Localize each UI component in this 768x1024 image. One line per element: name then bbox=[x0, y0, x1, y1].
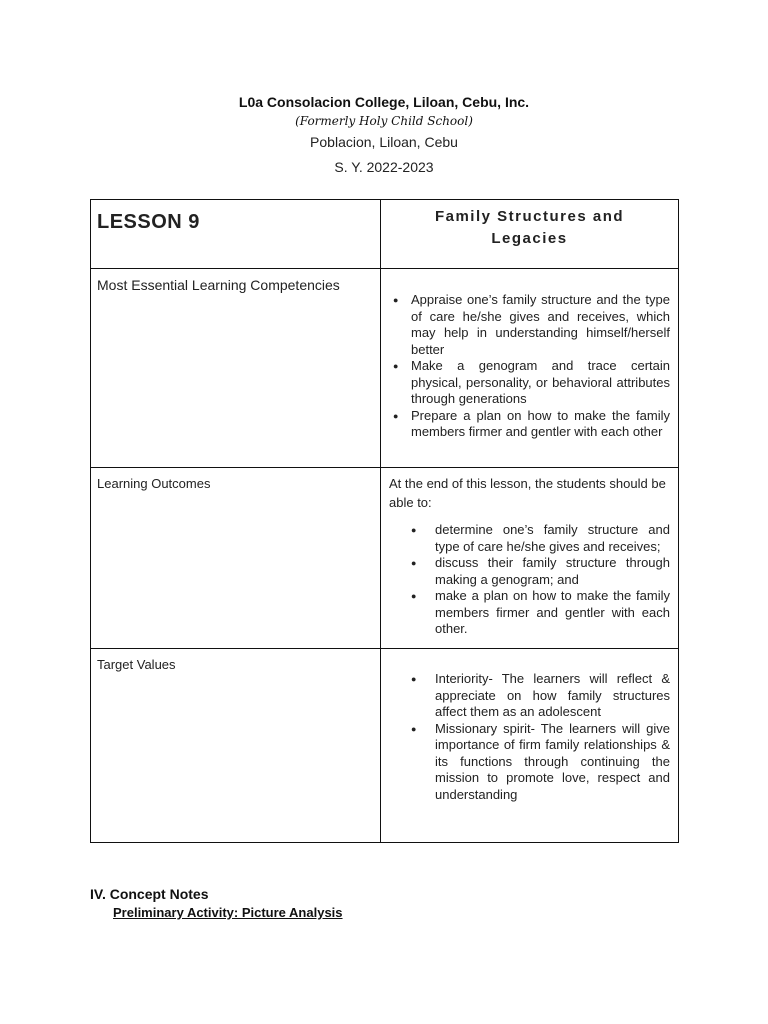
value-item: ● Interiority- The learners will reflect & appreciate on how family structures affect them as an adolescent bbox=[435, 671, 670, 721]
outcome-item: ● make a plan on how to make the family members firmer and gentler with each other. bbox=[435, 588, 670, 638]
outcomes-cell bbox=[381, 468, 679, 649]
school-name: L0a Consolacion College, Liloan, Cebu, Inc. bbox=[238, 94, 530, 110]
topic-title: Family Structures and Legacies bbox=[434, 208, 625, 247]
values-cell bbox=[381, 649, 679, 843]
outcome-item: ● discuss their family structure through making a genogram; and bbox=[435, 555, 670, 588]
competencies-list bbox=[389, 292, 670, 441]
concept-notes-heading: IV. Concept Notes bbox=[90, 886, 209, 902]
lesson-table bbox=[90, 199, 679, 843]
values-label: Target Values bbox=[97, 657, 176, 672]
values-row bbox=[91, 649, 679, 843]
outcomes-row bbox=[91, 468, 679, 649]
outcome-item: ● determine one’s family structure and type of care he/she gives and receives; bbox=[435, 522, 670, 555]
topic-cell bbox=[381, 200, 679, 269]
outcomes-intro: At the end of this lesson, the students should be able to: bbox=[389, 476, 666, 510]
lesson-cell bbox=[91, 200, 381, 269]
values-label-cell bbox=[91, 649, 381, 843]
preliminary-activity-heading: Preliminary Activity: Picture Analysis bbox=[113, 905, 343, 920]
competencies-label: Most Essential Learning Competencies bbox=[97, 277, 340, 293]
lesson-header-row bbox=[91, 200, 679, 269]
school-former-name: (Formerly Holy Child School) bbox=[295, 114, 473, 128]
school-year: S. Y. 2022-2023 bbox=[334, 159, 434, 175]
outcomes-list bbox=[389, 522, 670, 638]
competencies-label-cell bbox=[91, 269, 381, 468]
competency-item: ● Prepare a plan on how to make the family members firmer and gentler with each other bbox=[411, 408, 670, 441]
value-item: ● Missionary spirit- The learners will give importance of firm family relationships & its functions through continuing the mission to promote love, respect and understanding bbox=[435, 721, 670, 804]
outcomes-label: Learning Outcomes bbox=[97, 476, 211, 491]
outcomes-label-cell bbox=[91, 468, 381, 649]
competencies-cell bbox=[381, 269, 679, 468]
values-list bbox=[389, 671, 670, 803]
competency-item: ● Make a genogram and trace certain physical, personality, or behavioral attributes through generations bbox=[411, 358, 670, 408]
competencies-row bbox=[91, 269, 679, 468]
competency-item: ● Appraise one’s family structure and the type of care he/she gives and receives, which may help in understanding himself/herself better bbox=[411, 292, 670, 358]
lesson-title: LESSON 9 bbox=[97, 211, 200, 233]
school-address: Poblacion, Liloan, Cebu bbox=[310, 134, 458, 150]
